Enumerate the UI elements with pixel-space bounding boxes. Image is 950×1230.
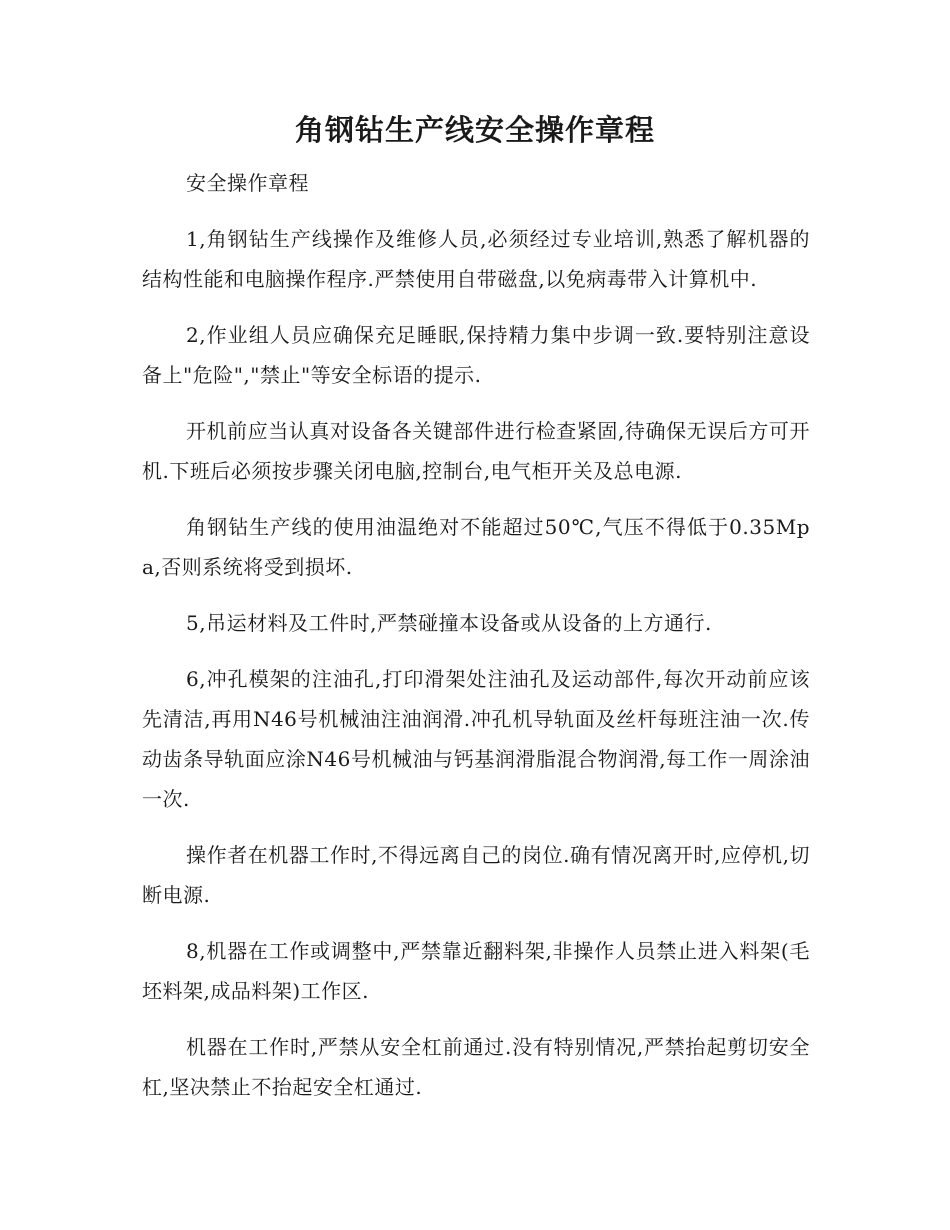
document-title: 角钢钻生产线安全操作章程	[294, 113, 655, 147]
paragraph-rule-2: 2,作业组人员应确保充足睡眠,保持精力集中步调一致.要特别注意设备上"危险","禁止"等安全标语的提示.	[142, 323, 810, 387]
document-body	[142, 163, 810, 1123]
paragraph-rule-7: 操作者在机器工作时,不得远离自己的岗位.确有情况离开时,应停机,切断电源.	[142, 843, 810, 907]
paragraph-rule-3: 开机前应当认真对设备各关键部件进行检查紧固,待确保无误后方可开机.下班后必须按步骤关闭电脑,控制台,电气柜开关及总电源.	[142, 419, 810, 483]
paragraph-rule-9: 机器在工作时,严禁从安全杠前通过.没有特别情况,严禁抬起剪切安全杠,坚决禁止不抬起安全杠通过.	[142, 1035, 810, 1099]
paragraph-heading: 安全操作章程	[186, 171, 309, 195]
paragraph-rule-8: 8,机器在工作或调整中,严禁靠近翻料架,非操作人员禁止进入料架(毛坯料架,成品料架)工作区.	[142, 939, 810, 1003]
paragraph-rule-6: 6,冲孔模架的注油孔,打印滑架处注油孔及运动部件,每次开动前应该先清洁,再用N46号机械油注油润滑.冲孔机导轨面及丝杆每班注油一次.传动齿条导轨面应涂N46号机械油与钙基润滑脂混合物润滑,每工作一周涂油一次.	[142, 667, 810, 811]
paragraph-rule-4: 角钢钻生产线的使用油温绝对不能超过50℃,气压不得低于0.35Mpa,否则系统将受到损坏.	[142, 515, 810, 579]
paragraph-rule-5: 5,吊运材料及工件时,严禁碰撞本设备或从设备的上方通行.	[186, 611, 712, 635]
paragraph-rule-1: 1,角钢钻生产线操作及维修人员,必须经过专业培训,熟悉了解机器的结构性能和电脑操作程序.严禁使用自带磁盘,以免病毒带入计算机中.	[142, 227, 810, 291]
